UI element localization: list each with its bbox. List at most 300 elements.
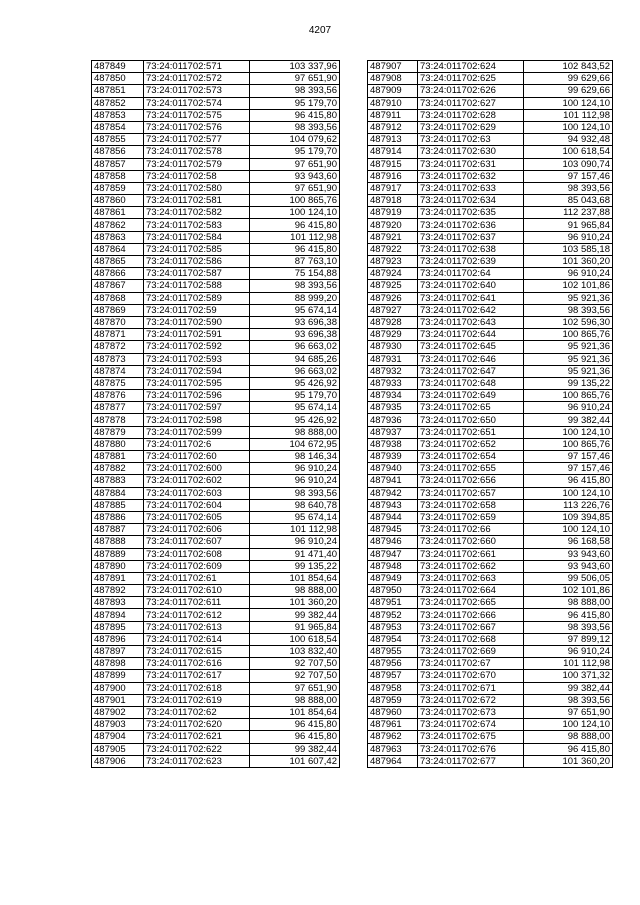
table-row (92, 633, 340, 645)
table-row (368, 560, 613, 572)
record-number-cell: 487865 (92, 256, 144, 268)
record-number-cell: 487879 (92, 426, 144, 438)
cadastral-value-cell: 93 696,38 (250, 329, 340, 341)
table-row (92, 231, 340, 243)
table-row (368, 609, 613, 621)
table-row (92, 73, 340, 85)
cadastral-number-cell: 73:24:011702:659 (418, 511, 524, 523)
cadastral-value-cell: 96 663,02 (250, 365, 340, 377)
record-number-cell: 487873 (92, 353, 144, 365)
cadastral-value-cell: 97 157,46 (524, 451, 613, 463)
cadastral-value-cell: 95 921,36 (524, 292, 613, 304)
table-row (92, 463, 340, 475)
cadastral-number-cell: 73:24:011702:580 (144, 182, 250, 194)
cadastral-value-cell: 97 651,90 (250, 182, 340, 194)
cadastral-value-cell: 100 124,10 (524, 121, 613, 133)
cadastral-value-cell: 95 426,92 (250, 414, 340, 426)
table-row (92, 365, 340, 377)
cadastral-number-cell: 73:24:011702:630 (418, 146, 524, 158)
record-number-cell: 487922 (368, 243, 418, 255)
cadastral-number-cell: 73:24:011702:594 (144, 365, 250, 377)
cadastral-number-cell: 73:24:011702:615 (144, 646, 250, 658)
cadastral-value-cell: 98 640,78 (250, 499, 340, 511)
record-number-cell: 487874 (92, 365, 144, 377)
cadastral-value-cell: 99 135,22 (524, 377, 613, 389)
cadastral-number-cell: 73:24:011702:597 (144, 402, 250, 414)
table-row (92, 414, 340, 426)
table-row (368, 499, 613, 511)
cadastral-value-cell: 101 360,20 (250, 597, 340, 609)
record-number-cell: 487916 (368, 170, 418, 182)
cadastral-number-cell: 73:24:011702:671 (418, 682, 524, 694)
cadastral-value-cell: 97 651,90 (524, 706, 613, 718)
record-number-cell: 487884 (92, 487, 144, 499)
record-number-cell: 487942 (368, 487, 418, 499)
table-row (368, 109, 613, 121)
cadastral-number-cell: 73:24:011702:65 (418, 402, 524, 414)
cadastral-value-cell: 95 921,36 (524, 353, 613, 365)
cadastral-number-cell: 73:24:011702:668 (418, 633, 524, 645)
cadastral-number-cell: 73:24:011702:602 (144, 475, 250, 487)
cadastral-number-cell: 73:24:011702:574 (144, 97, 250, 109)
table-row (368, 134, 613, 146)
cadastral-value-cell: 95 179,70 (250, 390, 340, 402)
cadastral-value-cell: 93 696,38 (250, 316, 340, 328)
cadastral-number-cell: 73:24:011702:617 (144, 670, 250, 682)
table-row (92, 572, 340, 584)
record-number-cell: 487852 (92, 97, 144, 109)
record-number-cell: 487928 (368, 316, 418, 328)
cadastral-value-cell: 75 154,88 (250, 268, 340, 280)
record-number-cell: 487938 (368, 438, 418, 450)
table-row (368, 195, 613, 207)
cadastral-value-cell: 104 672,95 (250, 438, 340, 450)
cadastral-value-cell: 95 674,14 (250, 511, 340, 523)
table-row (92, 487, 340, 499)
table-row (368, 572, 613, 584)
table-row (368, 719, 613, 731)
cadastral-value-cell: 93 943,60 (524, 548, 613, 560)
record-number-cell: 487876 (92, 390, 144, 402)
table-row (368, 585, 613, 597)
cadastral-number-cell: 73:24:011702:656 (418, 475, 524, 487)
record-number-cell: 487885 (92, 499, 144, 511)
cadastral-number-cell: 73:24:011702:58 (144, 170, 250, 182)
cadastral-value-cell: 99 382,44 (250, 743, 340, 755)
cadastral-value-cell: 101 360,20 (524, 755, 613, 767)
table-row (92, 256, 340, 268)
record-number-cell: 487955 (368, 646, 418, 658)
table-row (368, 341, 613, 353)
record-number-cell: 487934 (368, 390, 418, 402)
cadastral-number-cell: 73:24:011702:585 (144, 243, 250, 255)
record-number-cell: 487880 (92, 438, 144, 450)
record-number-cell: 487887 (92, 524, 144, 536)
table-row (368, 646, 613, 658)
cadastral-value-cell: 96 910,24 (524, 402, 613, 414)
record-number-cell: 487957 (368, 670, 418, 682)
record-number-cell: 487894 (92, 609, 144, 621)
cadastral-number-cell: 73:24:011702:636 (418, 219, 524, 231)
table-row (368, 243, 613, 255)
cadastral-number-cell: 73:24:011702:616 (144, 658, 250, 670)
record-number-cell: 487935 (368, 402, 418, 414)
table-row (368, 743, 613, 755)
table-row (92, 597, 340, 609)
cadastral-value-cell: 97 651,90 (250, 158, 340, 170)
cadastral-number-cell: 73:24:011702:591 (144, 329, 250, 341)
record-number-cell: 487896 (92, 633, 144, 645)
record-number-cell: 487892 (92, 585, 144, 597)
record-number-cell: 487933 (368, 377, 418, 389)
cadastral-value-cell: 98 888,00 (524, 597, 613, 609)
cadastral-value-cell: 102 101,86 (524, 585, 613, 597)
cadastral-number-cell: 73:24:011702:625 (418, 73, 524, 85)
cadastral-value-cell: 93 943,60 (524, 560, 613, 572)
table-row (92, 121, 340, 133)
record-number-cell: 487950 (368, 585, 418, 597)
cadastral-value-cell: 99 382,44 (524, 682, 613, 694)
record-number-cell: 487924 (368, 268, 418, 280)
cadastral-number-cell: 73:24:011702:645 (418, 341, 524, 353)
cadastral-value-cell: 103 585,18 (524, 243, 613, 255)
record-number-cell: 487929 (368, 329, 418, 341)
cadastral-value-cell: 100 865,76 (524, 438, 613, 450)
table-row (368, 536, 613, 548)
cadastral-value-cell: 104 079,62 (250, 134, 340, 146)
record-number-cell: 487954 (368, 633, 418, 645)
cadastral-value-cell: 101 854,64 (250, 706, 340, 718)
cadastral-number-cell: 73:24:011702:635 (418, 207, 524, 219)
cadastral-number-cell: 73:24:011702:605 (144, 511, 250, 523)
cadastral-value-cell: 96 168,58 (524, 536, 613, 548)
cadastral-number-cell: 73:24:011702:657 (418, 487, 524, 499)
cadastral-number-cell: 73:24:011702:643 (418, 316, 524, 328)
table-row (92, 134, 340, 146)
table-row (92, 170, 340, 182)
cadastral-value-cell: 88 999,20 (250, 292, 340, 304)
record-number-cell: 487893 (92, 597, 144, 609)
cadastral-number-cell: 73:24:011702:634 (418, 195, 524, 207)
record-number-cell: 487899 (92, 670, 144, 682)
table-row (368, 280, 613, 292)
record-number-cell: 487868 (92, 292, 144, 304)
registry-table-left (91, 60, 340, 768)
cadastral-number-cell: 73:24:011702:67 (418, 658, 524, 670)
table-row (92, 61, 340, 73)
cadastral-number-cell: 73:24:011702:648 (418, 377, 524, 389)
cadastral-value-cell: 96 415,80 (250, 109, 340, 121)
record-number-cell: 487908 (368, 73, 418, 85)
cadastral-value-cell: 98 888,00 (524, 731, 613, 743)
cadastral-value-cell: 103 337,96 (250, 61, 340, 73)
table-row (92, 511, 340, 523)
cadastral-number-cell: 73:24:011702:6 (144, 438, 250, 450)
record-number-cell: 487939 (368, 451, 418, 463)
table-row (368, 182, 613, 194)
record-number-cell: 487927 (368, 304, 418, 316)
cadastral-number-cell: 73:24:011702:672 (418, 694, 524, 706)
record-number-cell: 487923 (368, 256, 418, 268)
table-row (368, 755, 613, 767)
cadastral-number-cell: 73:24:011702:600 (144, 463, 250, 475)
page-number: 4207 (308, 25, 332, 36)
table-row (368, 475, 613, 487)
cadastral-value-cell: 96 415,80 (250, 243, 340, 255)
cadastral-number-cell: 73:24:011702:577 (144, 134, 250, 146)
table-row (92, 195, 340, 207)
record-number-cell: 487931 (368, 353, 418, 365)
table-row (368, 231, 613, 243)
record-number-cell: 487921 (368, 231, 418, 243)
cadastral-value-cell: 95 674,14 (250, 402, 340, 414)
table-row (92, 316, 340, 328)
cadastral-value-cell: 98 888,00 (250, 694, 340, 706)
record-number-cell: 487962 (368, 731, 418, 743)
table-row (92, 280, 340, 292)
table-row (368, 487, 613, 499)
record-number-cell: 487878 (92, 414, 144, 426)
record-number-cell: 487864 (92, 243, 144, 255)
cadastral-number-cell: 73:24:011702:669 (418, 646, 524, 658)
cadastral-number-cell: 73:24:011702:637 (418, 231, 524, 243)
record-number-cell: 487907 (368, 61, 418, 73)
table-row (92, 609, 340, 621)
record-number-cell: 487855 (92, 134, 144, 146)
cadastral-number-cell: 73:24:011702:581 (144, 195, 250, 207)
table-row (368, 121, 613, 133)
table-row (92, 329, 340, 341)
record-number-cell: 487936 (368, 414, 418, 426)
record-number-cell: 487914 (368, 146, 418, 158)
cadastral-number-cell: 73:24:011702:624 (418, 61, 524, 73)
cadastral-value-cell: 99 382,44 (250, 609, 340, 621)
record-number-cell: 487952 (368, 609, 418, 621)
cadastral-number-cell: 73:24:011702:579 (144, 158, 250, 170)
record-number-cell: 487849 (92, 61, 144, 73)
record-number-cell: 487882 (92, 463, 144, 475)
table-row (92, 731, 340, 743)
cadastral-number-cell: 73:24:011702:599 (144, 426, 250, 438)
cadastral-number-cell: 73:24:011702:658 (418, 499, 524, 511)
cadastral-number-cell: 73:24:011702:572 (144, 73, 250, 85)
table-row (368, 73, 613, 85)
table-row (368, 268, 613, 280)
cadastral-number-cell: 73:24:011702:623 (144, 755, 250, 767)
table-row (368, 85, 613, 97)
cadastral-number-cell: 73:24:011702:576 (144, 121, 250, 133)
record-number-cell: 487912 (368, 121, 418, 133)
cadastral-number-cell: 73:24:011702:619 (144, 694, 250, 706)
cadastral-value-cell: 99 506,05 (524, 572, 613, 584)
cadastral-number-cell: 73:24:011702:571 (144, 61, 250, 73)
cadastral-value-cell: 100 124,10 (524, 524, 613, 536)
cadastral-number-cell: 73:24:011702:60 (144, 451, 250, 463)
record-number-cell: 487913 (368, 134, 418, 146)
cadastral-number-cell: 73:24:011702:673 (418, 706, 524, 718)
cadastral-value-cell: 98 393,56 (524, 694, 613, 706)
cadastral-value-cell: 98 393,56 (250, 121, 340, 133)
table-row (368, 706, 613, 718)
cadastral-number-cell: 73:24:011702:647 (418, 365, 524, 377)
cadastral-value-cell: 96 415,80 (524, 609, 613, 621)
record-number-cell: 487858 (92, 170, 144, 182)
cadastral-number-cell: 73:24:011702:670 (418, 670, 524, 682)
record-number-cell: 487897 (92, 646, 144, 658)
record-number-cell: 487863 (92, 231, 144, 243)
cadastral-value-cell: 112 237,88 (524, 207, 613, 219)
cadastral-number-cell: 73:24:011702:592 (144, 341, 250, 353)
table-row (368, 414, 613, 426)
cadastral-value-cell: 100 618,54 (524, 146, 613, 158)
cadastral-number-cell: 73:24:011702:578 (144, 146, 250, 158)
cadastral-value-cell: 92 707,50 (250, 658, 340, 670)
record-number-cell: 487902 (92, 706, 144, 718)
cadastral-number-cell: 73:24:011702:595 (144, 377, 250, 389)
cadastral-number-cell: 73:24:011702:663 (418, 572, 524, 584)
cadastral-value-cell: 91 471,40 (250, 548, 340, 560)
cadastral-number-cell: 73:24:011702:639 (418, 256, 524, 268)
record-number-cell: 487856 (92, 146, 144, 158)
cadastral-value-cell: 101 854,64 (250, 572, 340, 584)
table-row (368, 353, 613, 365)
record-number-cell: 487963 (368, 743, 418, 755)
cadastral-number-cell: 73:24:011702:612 (144, 609, 250, 621)
record-number-cell: 487851 (92, 85, 144, 97)
cadastral-number-cell: 73:24:011702:611 (144, 597, 250, 609)
cadastral-value-cell: 94 932,48 (524, 134, 613, 146)
cadastral-number-cell: 73:24:011702:632 (418, 170, 524, 182)
table-row (92, 621, 340, 633)
cadastral-value-cell: 102 843,52 (524, 61, 613, 73)
cadastral-value-cell: 98 393,56 (524, 304, 613, 316)
cadastral-value-cell: 96 910,24 (250, 475, 340, 487)
cadastral-number-cell: 73:24:011702:607 (144, 536, 250, 548)
cadastral-value-cell: 103 832,40 (250, 646, 340, 658)
table-row (92, 85, 340, 97)
cadastral-number-cell: 73:24:011702:61 (144, 572, 250, 584)
cadastral-value-cell: 98 393,56 (250, 85, 340, 97)
cadastral-value-cell: 95 674,14 (250, 304, 340, 316)
cadastral-number-cell: 73:24:011702:638 (418, 243, 524, 255)
cadastral-value-cell: 98 146,34 (250, 451, 340, 463)
table-row (92, 560, 340, 572)
record-number-cell: 487948 (368, 560, 418, 572)
table-row (368, 463, 613, 475)
table-row (92, 585, 340, 597)
record-number-cell: 487862 (92, 219, 144, 231)
cadastral-number-cell: 73:24:011702:606 (144, 524, 250, 536)
record-number-cell: 487917 (368, 182, 418, 194)
cadastral-value-cell: 96 415,80 (524, 743, 613, 755)
table-row (92, 426, 340, 438)
table-row (92, 402, 340, 414)
record-number-cell: 487853 (92, 109, 144, 121)
cadastral-number-cell: 73:24:011702:587 (144, 268, 250, 280)
cadastral-number-cell: 73:24:011702:62 (144, 706, 250, 718)
cadastral-number-cell: 73:24:011702:618 (144, 682, 250, 694)
cadastral-value-cell: 96 663,02 (250, 341, 340, 353)
table-row (92, 390, 340, 402)
cadastral-number-cell: 73:24:011702:650 (418, 414, 524, 426)
cadastral-number-cell: 73:24:011702:604 (144, 499, 250, 511)
cadastral-number-cell: 73:24:011702:627 (418, 97, 524, 109)
table-row (368, 146, 613, 158)
table-row (92, 706, 340, 718)
record-number-cell: 487932 (368, 365, 418, 377)
table-row (368, 402, 613, 414)
record-number-cell: 487904 (92, 731, 144, 743)
record-number-cell: 487859 (92, 182, 144, 194)
cadastral-value-cell: 100 124,10 (524, 719, 613, 731)
table-row (368, 97, 613, 109)
table-row (368, 426, 613, 438)
cadastral-value-cell: 101 607,42 (250, 755, 340, 767)
cadastral-number-cell: 73:24:011702:588 (144, 280, 250, 292)
cadastral-number-cell: 73:24:011702:644 (418, 329, 524, 341)
cadastral-number-cell: 73:24:011702:573 (144, 85, 250, 97)
table-row (92, 743, 340, 755)
table-row (368, 390, 613, 402)
table-row (368, 511, 613, 523)
record-number-cell: 487919 (368, 207, 418, 219)
record-number-cell: 487943 (368, 499, 418, 511)
cadastral-number-cell: 73:24:011702:590 (144, 316, 250, 328)
table-row (368, 219, 613, 231)
cadastral-value-cell: 96 910,24 (524, 231, 613, 243)
cadastral-value-cell: 101 112,98 (250, 524, 340, 536)
cadastral-number-cell: 73:24:011702:651 (418, 426, 524, 438)
table-row (92, 243, 340, 255)
cadastral-number-cell: 73:24:011702:622 (144, 743, 250, 755)
cadastral-number-cell: 73:24:011702:649 (418, 390, 524, 402)
cadastral-number-cell: 73:24:011702:674 (418, 719, 524, 731)
cadastral-value-cell: 95 179,70 (250, 97, 340, 109)
cadastral-value-cell: 99 382,44 (524, 414, 613, 426)
table-row (92, 548, 340, 560)
cadastral-value-cell: 97 157,46 (524, 463, 613, 475)
table-row (368, 438, 613, 450)
cadastral-number-cell: 73:24:011702:608 (144, 548, 250, 560)
record-number-cell: 487944 (368, 511, 418, 523)
record-number-cell: 487937 (368, 426, 418, 438)
cadastral-number-cell: 73:24:011702:583 (144, 219, 250, 231)
cadastral-value-cell: 96 415,80 (250, 219, 340, 231)
cadastral-number-cell: 73:24:011702:596 (144, 390, 250, 402)
cadastral-number-cell: 73:24:011702:641 (418, 292, 524, 304)
cadastral-value-cell: 99 135,22 (250, 560, 340, 572)
cadastral-value-cell: 103 090,74 (524, 158, 613, 170)
record-number-cell: 487886 (92, 511, 144, 523)
table-row (368, 731, 613, 743)
table-row (368, 548, 613, 560)
record-number-cell: 487925 (368, 280, 418, 292)
record-number-cell: 487854 (92, 121, 144, 133)
table-row (92, 341, 340, 353)
cadastral-number-cell: 73:24:011702:593 (144, 353, 250, 365)
record-number-cell: 487888 (92, 536, 144, 548)
record-number-cell: 487945 (368, 524, 418, 536)
cadastral-value-cell: 98 888,00 (250, 585, 340, 597)
record-number-cell: 487926 (368, 292, 418, 304)
cadastral-number-cell: 73:24:011702:628 (418, 109, 524, 121)
cadastral-number-cell: 73:24:011702:661 (418, 548, 524, 560)
cadastral-number-cell: 73:24:011702:640 (418, 280, 524, 292)
table-row (92, 97, 340, 109)
cadastral-value-cell: 100 865,76 (250, 195, 340, 207)
cadastral-value-cell: 93 943,60 (250, 170, 340, 182)
record-number-cell: 487869 (92, 304, 144, 316)
